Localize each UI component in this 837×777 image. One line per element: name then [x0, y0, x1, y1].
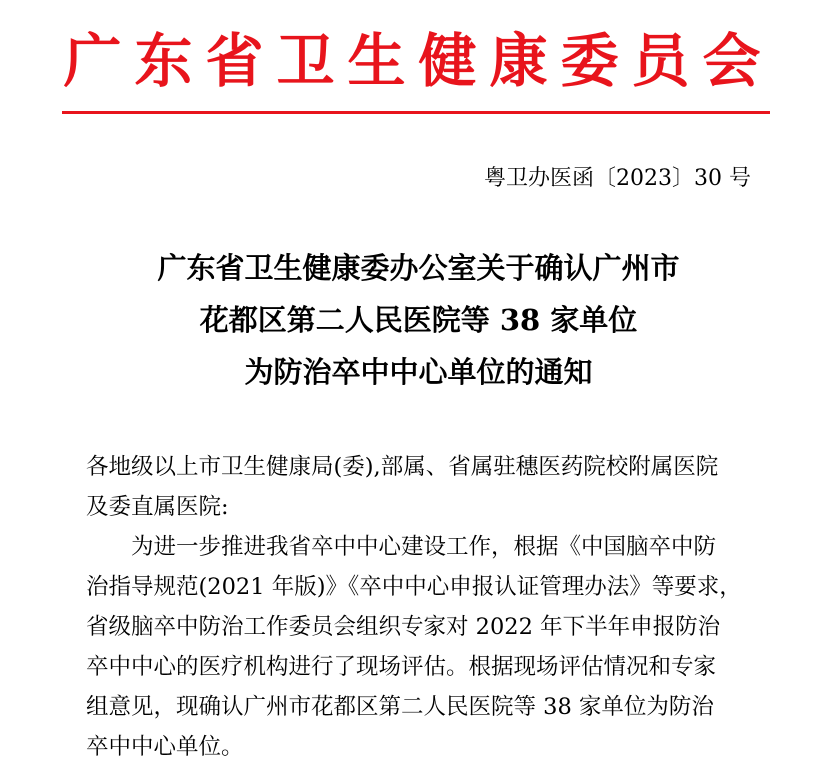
- paragraph-line-3: 省级脑卒中防治工作委员会组织专家对 2022 年下半年申报防治: [86, 614, 721, 640]
- document-body: [86, 447, 756, 767]
- paragraph-line-2: 治指导规范(2021 年版)》《卒中中心申报认证管理办法》等要求，: [86, 574, 742, 600]
- title-line-2: 花都区第二人民医院等 38 家单位: [199, 303, 638, 337]
- paragraph-line-4: 卒中中心的医疗机构进行了现场评估。根据现场评估情况和专家: [86, 654, 717, 680]
- title-line-1: 广东省卫生健康委办公室关于确认广州市: [157, 251, 680, 285]
- organization-header: 广东省卫生健康委员会: [63, 27, 774, 95]
- addressee-line-2: 及委直属医院:: [86, 494, 229, 520]
- paragraph-line-6: 卒中中心单位。: [86, 734, 244, 760]
- paragraph-line-1: 为进一步推进我省卒中中心建设工作，根据《中国脑卒中防: [131, 534, 717, 560]
- document-number: 粤卫办医函〔2023〕30 号: [484, 166, 751, 191]
- header-rule: [62, 111, 770, 114]
- addressee-line-1: 各地级以上市卫生健康局(委),部属、省属驻穗医药院校附属医院: [86, 454, 719, 480]
- title-line-3: 为防治卒中中心单位的通知: [244, 355, 593, 389]
- document-title: [0, 242, 837, 398]
- paragraph-line-5: 组意见，现确认广州市花都区第二人民医院等 38 家单位为防治: [86, 694, 714, 720]
